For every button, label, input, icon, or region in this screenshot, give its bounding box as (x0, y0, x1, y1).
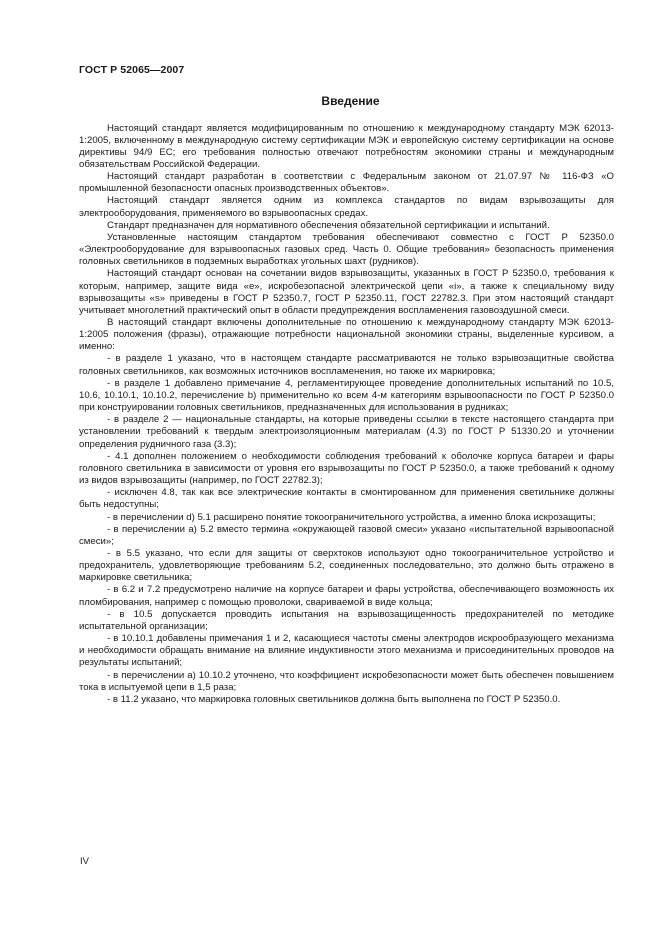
section-title: Введение (321, 94, 380, 108)
list-item: - в 11.2 указано, что маркировка головных светильников должна быть выполнена по ГОСТ Р 52350.0. (107, 693, 561, 705)
list-item: - в 10.10.1 добавлены примечания 1 и 2, касающиеся частоты смены электродов искрообразующего механизма и необходимости обращать внимание на влияние индуктивности этого механизма и присоединительных проводов на результаты испытаний; (79, 633, 614, 669)
list-item: - в разделе 1 добавлено примечание 4, регламентирующее проведение дополнительных испытаний по 10.5, 10.6, 10.10.1, 10.10.2, перечисление b) применительно ко всем 4-м категориям взрывоопасности по ГОСТ Р 52350.0 при конструировании головных светильников, предназначенных для использования в рудниках; (79, 377, 614, 414)
paragraph: Установленные настоящим стандартом требования обеспечивают совместно с ГОСТ Р 52350.0 «Электрооборудование для взрывоопасных газовых сред. Часть 0. Общие требования» безопасность применения головных светильников в подземных выработках угольных шахт (рудников). (79, 231, 614, 268)
list-item: - в разделе 2 — национальные стандарты, на которые приведены ссылки в тексте настоящего стандарта при установлении требований к твердым электроизоляционным материалам (4.3) по ГОСТ Р 51330.20 и уточнении определения рудничного газа (3.3); (79, 414, 614, 450)
paragraph: Настоящий стандарт основан на сочетании видов взрывозащиты, указанных в ГОСТ Р 52350.0, требования к которым, например, защите вида «е», искробезопасной электрической цепи «i», а также к специальному виду взрывозащиты «s» приведены в ГОСТ Р 52350.7, ГОСТ Р 52350.11, ГОСТ 22782.3. При этом настоящий стандарт учитывает многолетний практический опыт в области предупреждения воспламенения газовоздушной смеси. (79, 268, 614, 316)
paragraph: Стандарт предназначен для нормативного обеспечения обязательной сертификации и испытаний. (107, 219, 550, 231)
list-item: - исключен 4.8, так как все электрические контакты в смонтированном для применения светильнике должны быть недоступны; (79, 487, 614, 511)
list-item: - в перечислении а) 10.10.2 уточнено, что коэффициент искробезопасности может быть обеспечен повышением тока в испытуемой цепи в 1,5 раза; (79, 669, 614, 693)
document-code-header: ГОСТ Р 52065—2007 (79, 64, 185, 76)
list-item: - в 5.5 указано, что если для защиты от сверхтоков используют одно токоограничительное устройство и предохранитель, удовлетворяющие требованиям 5.2, соединенных последовательно, это должно быть отражено в маркировке светильника; (79, 547, 614, 584)
paragraph: Настоящий стандарт разработан в соответствии с Федеральным законом от 21.07.97 № 116-ФЗ «О промышленной безопасности опасных производственных объектов». (79, 171, 614, 195)
list-item: - в перечислении а) 5.2 вместо термина «окружающей газовой смеси» указано «испытательной взрывоопасной смеси»; (79, 523, 614, 547)
paragraph: Настоящий стандарт является модифицированным по отношению к международному стандарту МЭК 62013-1:2005, включенному в международную систему сертификации МЭК и европейскую систему сертификации на основе директивы 94/9 ЕС; его требования полностью отвечают потребностям экономики страны и международным обязательствам Российской Федерации. (79, 122, 614, 170)
list-item: - в 10.5 допускается проводить испытания на взрывозащищенность предохранителей по методике испытательной организации; (79, 608, 614, 632)
list-item: - в 6.2 и 7.2 предусмотрено наличие на корпусе батареи и фары устройства, обеспечивающего возможность их пломбирования, например с помощью проволоки, свариваемой в виде кольца; (79, 584, 614, 608)
body-text (79, 123, 614, 707)
list-item: - в перечислении d) 5.1 расширено понятие токоограничительного устройства, а именно блока искрозащиты; (107, 511, 596, 523)
list-item: - в разделе 1 указано, что в настоящем стандарте рассматриваются не только взрывозащитные свойства головных светильников, как возможных источников воспламенения, но также их маркировка; (79, 353, 614, 377)
list-item: - 4.1 дополнен положением о необходимости соблюдения требований к оболочке корпуса батареи и фары головного светильника в зависимости от уровня его взрывозащиты по ГОСТ Р 52350.0, а также требований к одному из видов взрывозащиты (например, по ГОСТ 22782.3); (79, 450, 614, 487)
page-number: IV (80, 856, 89, 867)
paragraph: Настоящий стандарт является одним из комплекса стандартов по видам взрывозащиты для электрооборудования, применяемого во взрывоопасных средах. (79, 195, 614, 219)
paragraph: В настоящий стандарт включены дополнительные по отношению к международному стандарту МЭК 62013-1:2005 положения (фразы), отражающие потребности национальной экономики страны, выделенные курсивом, а именно: (79, 317, 614, 353)
